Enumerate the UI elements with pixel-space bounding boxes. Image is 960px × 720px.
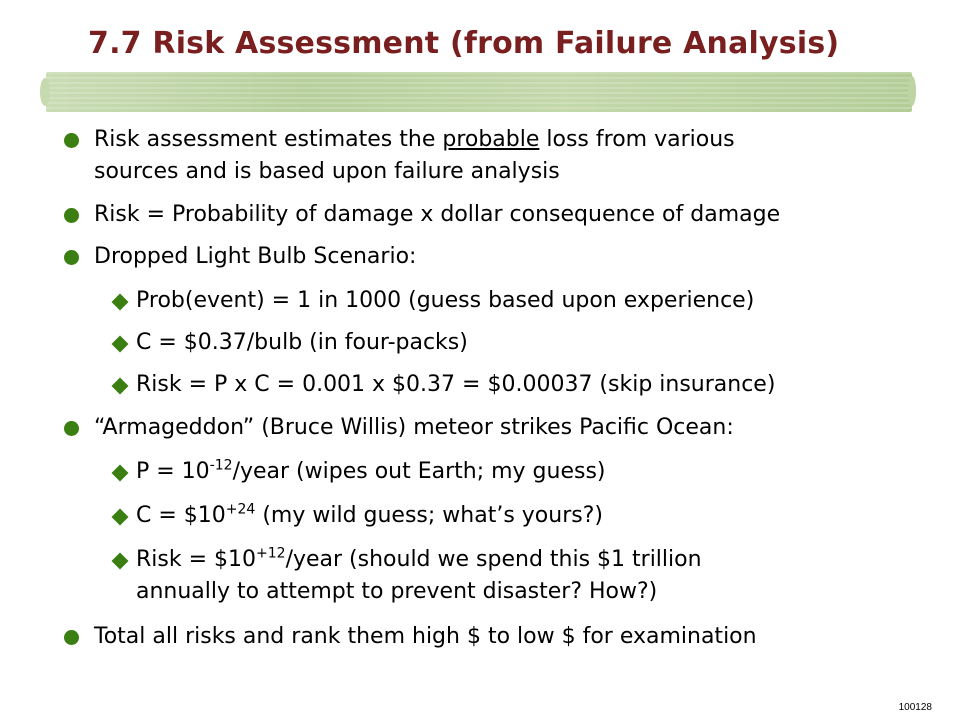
bullet-4-sub-3-post: /year (should we spend this $1 trillion xyxy=(285,547,702,572)
bullet-2-text: Risk = Probability of damage x dollar consequence of damage xyxy=(94,202,781,227)
bullet-1-text-post: loss from various xyxy=(539,127,735,152)
bullet-4-text: “Armageddon” (Bruce Willis) meteor strikes Pacific Ocean: xyxy=(94,415,734,440)
sub-bullet-diamond-icon xyxy=(112,294,129,311)
bullet-3-sub-2: C = $0.37/bulb (in four-packs) xyxy=(136,330,468,355)
bullet-4-sub-3-line-1 xyxy=(136,545,702,575)
slide-title: 7.7 Risk Assessment (from Failure Analysis) xyxy=(88,26,840,61)
bullet-dot-icon xyxy=(64,421,79,436)
title-underline-band xyxy=(46,72,912,112)
bullet-4-sub-1 xyxy=(136,457,606,487)
bullet-5-text: Total all risks and rank them high $ to low $ for examination xyxy=(94,624,757,649)
bullet-1-line-1 xyxy=(94,125,735,155)
slide-number: 100128 xyxy=(898,702,932,713)
bullet-3-sub-1: Prob(event) = 1 in 1000 (guess based upon experience) xyxy=(136,288,755,313)
bullet-1-text-pre: Risk assessment estimates the xyxy=(94,127,443,152)
sub-bullet-diamond-icon xyxy=(112,465,129,482)
bullet-1-line-2: sources and is based upon failure analysis xyxy=(94,159,560,184)
bullet-4-sub-3-exponent: +12 xyxy=(256,545,286,562)
bullet-3-sub-3: Risk = P x C = 0.001 x $0.37 = $0.00037 (skip insurance) xyxy=(136,372,776,397)
bullet-4-sub-1-exponent: -12 xyxy=(209,457,233,474)
bullet-3-text: Dropped Light Bulb Scenario: xyxy=(94,244,417,269)
sub-bullet-diamond-icon xyxy=(112,553,129,570)
bullet-4-sub-2 xyxy=(136,501,603,531)
bullet-dot-icon xyxy=(64,250,79,265)
bullet-4-sub-3-line-2: annually to attempt to prevent disaster? How?) xyxy=(136,579,658,604)
bullet-1-underlined-word: probable xyxy=(442,127,540,152)
bullet-dot-icon xyxy=(64,630,79,645)
bullet-4-sub-2-pre: C = $10 xyxy=(136,503,226,528)
bullet-dot-icon xyxy=(64,208,79,223)
sub-bullet-diamond-icon xyxy=(112,378,129,395)
sub-bullet-diamond-icon xyxy=(112,336,129,353)
bullet-4-sub-2-exponent: +24 xyxy=(225,501,256,518)
bullet-4-sub-1-pre: P = 10 xyxy=(136,459,210,484)
bullet-4-sub-1-post: /year (wipes out Earth; my guess) xyxy=(232,459,606,484)
bullet-4-sub-2-post: (my wild guess; what’s yours?) xyxy=(255,503,603,528)
bullet-4-sub-3-pre: Risk = $10 xyxy=(136,547,257,572)
sub-bullet-diamond-icon xyxy=(112,509,129,526)
bullet-dot-icon xyxy=(64,133,79,148)
